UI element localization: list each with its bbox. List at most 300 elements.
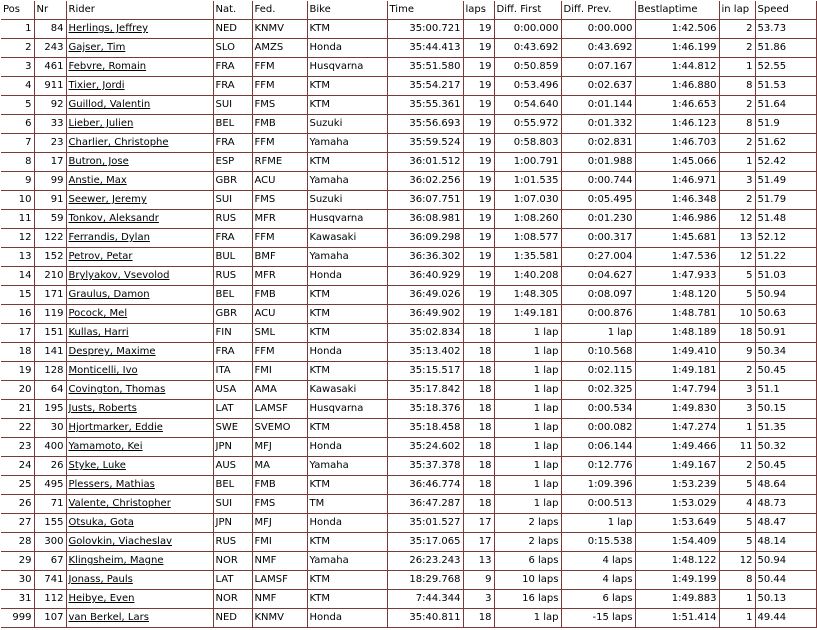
cell-laps: 19 [463,229,494,248]
cell-diff-prev: 0:00.534 [561,400,635,419]
header-in-lap[interactable]: in lap [719,1,755,20]
cell-diff-first: 1:49.181 [494,305,561,324]
cell-nat: FRA [213,229,252,248]
cell-in-lap: 5 [719,267,755,286]
cell-in-lap: 4 [719,495,755,514]
rider-link[interactable]: Desprey, Maxime [68,346,156,357]
cell-bike: Honda [307,267,387,286]
cell-speed: 51.22 [755,248,816,267]
table-row [1,495,816,514]
cell-in-lap: 11 [719,438,755,457]
cell-time: 35:51.580 [387,58,463,77]
cell-bike: Suzuki [307,115,387,134]
rider-link[interactable]: Guillod, Valentin [68,99,151,110]
cell-diff-prev: 1:09.396 [561,476,635,495]
cell-diff-first: 1 lap [494,476,561,495]
cell-pos: 17 [1,324,34,343]
cell-nat: SLO [213,39,252,58]
cell-diff-prev: 0:05.495 [561,191,635,210]
cell-speed: 48.14 [755,533,816,552]
cell-nr: 122 [34,229,66,248]
cell-fed: FMB [252,286,307,305]
cell-diff-first: 2 laps [494,533,561,552]
cell-time: 35:40.811 [387,609,463,628]
cell-nat: SWE [213,419,252,438]
cell-time: 35:13.402 [387,343,463,362]
cell-nat: BEL [213,476,252,495]
cell-speed: 51.1 [755,381,816,400]
header-laps[interactable]: laps [463,1,494,20]
rider-link[interactable]: Styke, Luke [68,460,126,471]
cell-rider [66,96,213,115]
cell-diff-prev: 4 laps [561,571,635,590]
rider-link[interactable]: Seewer, Jeremy [68,194,147,205]
cell-rider [66,39,213,58]
cell-rider [66,609,213,628]
cell-speed: 50.91 [755,324,816,343]
cell-nat: NOR [213,590,252,609]
rider-link[interactable]: Lieber, Julien [68,118,134,129]
cell-nr: 92 [34,96,66,115]
table-row [1,267,816,286]
cell-rider [66,533,213,552]
cell-fed: MFJ [252,438,307,457]
cell-fed: FMI [252,533,307,552]
cell-fed: FFM [252,229,307,248]
cell-pos: 7 [1,134,34,153]
rider-link[interactable]: Klingsheim, Magne [68,555,164,566]
cell-fed: MFR [252,267,307,286]
cell-pos: 3 [1,58,34,77]
table-row [1,96,816,115]
rider-link[interactable]: Monticelli, Ivo [68,365,138,376]
cell-fed: ACU [252,305,307,324]
cell-nat: JPN [213,438,252,457]
cell-speed: 51.86 [755,39,816,58]
cell-in-lap: 8 [719,115,755,134]
cell-diff-prev: 0:00.082 [561,419,635,438]
cell-bike: Kawasaki [307,229,387,248]
cell-nat: GBR [213,305,252,324]
rider-link[interactable]: Pocock, Mel [68,308,128,319]
header-nr[interactable]: Nr [34,1,66,20]
cell-speed: 50.45 [755,362,816,381]
cell-fed: AMZS [252,39,307,58]
cell-fed: SML [252,324,307,343]
cell-bestlaptime: 1:46.703 [635,134,719,153]
rider-link[interactable]: Plessers, Mathias [68,479,155,490]
table-row [1,533,816,552]
cell-pos: 9 [1,172,34,191]
rider-link[interactable]: Kullas, Harri [68,327,129,338]
cell-rider [66,514,213,533]
cell-diff-prev: 0:01.230 [561,210,635,229]
cell-speed: 50.13 [755,590,816,609]
cell-fed: ACU [252,172,307,191]
rider-link[interactable]: Tonkov, Aleksandr [68,213,159,224]
cell-bestlaptime: 1:48.120 [635,286,719,305]
cell-time: 26:23.243 [387,552,463,571]
table-row [1,153,816,172]
cell-nr: 911 [34,77,66,96]
cell-bike: Yamaha [307,552,387,571]
cell-bike: KTM [307,590,387,609]
cell-in-lap: 5 [719,476,755,495]
cell-fed: FFM [252,58,307,77]
cell-diff-prev: 0:02.637 [561,77,635,96]
header-time[interactable]: Time [387,1,463,20]
cell-time: 35:15.517 [387,362,463,381]
table-row [1,229,816,248]
cell-in-lap: 1 [719,590,755,609]
cell-bestlaptime: 1:53.649 [635,514,719,533]
cell-bike: KTM [307,286,387,305]
cell-speed: 51.9 [755,115,816,134]
cell-laps: 19 [463,210,494,229]
cell-nr: 152 [34,248,66,267]
cell-rider [66,571,213,590]
cell-diff-prev: 0:00.513 [561,495,635,514]
cell-speed: 50.34 [755,343,816,362]
cell-bike: KTM [307,419,387,438]
cell-nr: 112 [34,590,66,609]
cell-nr: 107 [34,609,66,628]
cell-nr: 17 [34,153,66,172]
header-bestlaptime[interactable]: Bestlaptime [635,1,719,20]
cell-fed: FFM [252,343,307,362]
cell-fed: FMB [252,115,307,134]
header-diff-first[interactable]: Diff. First [494,1,561,20]
rider-link[interactable]: Herlings, Jeffrey [68,23,149,34]
cell-nr: 128 [34,362,66,381]
cell-diff-prev: 0:10.568 [561,343,635,362]
cell-diff-first: 1 lap [494,381,561,400]
cell-diff-prev: 1 lap [561,324,635,343]
cell-laps: 3 [463,590,494,609]
rider-link[interactable]: Butron, Jose [68,156,129,167]
cell-diff-first: 1:40.208 [494,267,561,286]
cell-nr: 71 [34,495,66,514]
cell-speed: 52.42 [755,153,816,172]
rider-link[interactable]: Ferrandis, Dylan [68,232,150,243]
cell-diff-first: 1 lap [494,495,561,514]
cell-laps: 19 [463,153,494,172]
cell-rider [66,362,213,381]
results-table [1,1,817,628]
cell-pos: 6 [1,115,34,134]
cell-speed: 51.53 [755,77,816,96]
cell-rider [66,229,213,248]
cell-bestlaptime: 1:46.653 [635,96,719,115]
rider-link[interactable]: Valente, Christopher [68,498,171,509]
cell-fed: AMA [252,381,307,400]
cell-nr: 741 [34,571,66,590]
cell-fed: MFJ [252,514,307,533]
cell-fed: FMB [252,476,307,495]
cell-in-lap: 1 [719,58,755,77]
table-row [1,58,816,77]
cell-in-lap: 8 [719,77,755,96]
cell-rider [66,248,213,267]
cell-speed: 49.44 [755,609,816,628]
cell-diff-prev: 6 laps [561,590,635,609]
cell-bestlaptime: 1:49.883 [635,590,719,609]
cell-fed: FMS [252,96,307,115]
cell-bestlaptime: 1:45.066 [635,153,719,172]
cell-bestlaptime: 1:49.181 [635,362,719,381]
cell-pos: 29 [1,552,34,571]
cell-time: 36:46.774 [387,476,463,495]
cell-rider [66,343,213,362]
cell-fed: NMF [252,590,307,609]
rider-link[interactable]: Heibye, Even [68,593,135,604]
cell-rider [66,476,213,495]
table-row [1,457,816,476]
cell-rider [66,305,213,324]
cell-pos: 20 [1,381,34,400]
cell-pos: 23 [1,438,34,457]
cell-bestlaptime: 1:45.681 [635,229,719,248]
cell-nr: 84 [34,20,66,39]
cell-laps: 18 [463,457,494,476]
cell-pos: 31 [1,590,34,609]
cell-time: 35:55.361 [387,96,463,115]
cell-diff-prev: 0:43.692 [561,39,635,58]
cell-nat: RUS [213,210,252,229]
cell-laps: 18 [463,495,494,514]
cell-bike: KTM [307,476,387,495]
cell-rider [66,20,213,39]
cell-diff-prev: 0:02.831 [561,134,635,153]
cell-bike: Yamaha [307,457,387,476]
cell-time: 35:00.721 [387,20,463,39]
cell-laps: 18 [463,362,494,381]
cell-laps: 18 [463,438,494,457]
cell-diff-prev: -15 laps [561,609,635,628]
cell-bestlaptime: 1:53.239 [635,476,719,495]
cell-fed: RFME [252,153,307,172]
cell-diff-first: 1:08.577 [494,229,561,248]
cell-in-lap: 1 [719,609,755,628]
header-rider[interactable]: Rider [66,1,213,20]
cell-diff-first: 1:08.260 [494,210,561,229]
cell-diff-first: 2 laps [494,514,561,533]
cell-laps: 17 [463,514,494,533]
cell-laps: 18 [463,476,494,495]
cell-bike: KTM [307,362,387,381]
cell-bestlaptime: 1:46.348 [635,191,719,210]
cell-laps: 18 [463,381,494,400]
cell-nat: USA [213,381,252,400]
cell-bestlaptime: 1:47.794 [635,381,719,400]
cell-fed: KNMV [252,609,307,628]
header-bike[interactable]: Bike [307,1,387,20]
cell-laps: 19 [463,305,494,324]
cell-in-lap: 2 [719,134,755,153]
rider-link[interactable]: Golovkin, Viacheslav [68,536,172,547]
header-row [1,1,816,20]
cell-pos: 28 [1,533,34,552]
cell-nr: 495 [34,476,66,495]
cell-bestlaptime: 1:47.536 [635,248,719,267]
cell-speed: 48.73 [755,495,816,514]
cell-nr: 26 [34,457,66,476]
cell-pos: 18 [1,343,34,362]
cell-bestlaptime: 1:46.123 [635,115,719,134]
cell-bike: Yamaha [307,248,387,267]
cell-diff-first: 1:48.305 [494,286,561,305]
cell-pos: 15 [1,286,34,305]
cell-diff-first: 1 lap [494,438,561,457]
rider-link[interactable]: Yamamoto, Kei [68,441,143,452]
cell-diff-first: 16 laps [494,590,561,609]
cell-bike: Husqvarna [307,210,387,229]
cell-pos: 999 [1,609,34,628]
rider-link[interactable]: Covington, Thomas [68,384,166,395]
cell-speed: 50.15 [755,400,816,419]
table-row [1,20,816,39]
cell-bike: Honda [307,609,387,628]
cell-bestlaptime: 1:47.933 [635,267,719,286]
cell-diff-first: 1 lap [494,343,561,362]
cell-nat: FRA [213,77,252,96]
cell-in-lap: 10 [719,305,755,324]
cell-bike: KTM [307,20,387,39]
cell-bestlaptime: 1:46.880 [635,77,719,96]
cell-pos: 1 [1,20,34,39]
cell-diff-prev: 0:01.332 [561,115,635,134]
rider-link[interactable]: van Berkel, Lars [68,612,149,623]
cell-time: 35:24.602 [387,438,463,457]
cell-diff-prev: 0:02.325 [561,381,635,400]
cell-time: 7:44.344 [387,590,463,609]
cell-nr: 461 [34,58,66,77]
cell-nat: BUL [213,248,252,267]
cell-laps: 13 [463,552,494,571]
cell-diff-prev: 0:08.097 [561,286,635,305]
cell-bike: KTM [307,96,387,115]
cell-fed: NMF [252,552,307,571]
cell-fed: MFR [252,210,307,229]
cell-diff-prev: 0:01.988 [561,153,635,172]
cell-pos: 5 [1,96,34,115]
rider-link[interactable]: Graulus, Damon [68,289,150,300]
cell-diff-prev: 0:06.144 [561,438,635,457]
table-row [1,248,816,267]
cell-in-lap: 2 [719,96,755,115]
cell-diff-first: 1:00.791 [494,153,561,172]
header-speed[interactable]: Speed [755,1,816,20]
cell-rider [66,77,213,96]
cell-pos: 12 [1,229,34,248]
rider-link[interactable]: Charlier, Christophe [68,137,169,148]
cell-rider [66,172,213,191]
cell-rider [66,153,213,172]
rider-link[interactable]: Hjortmarker, Eddie [68,422,163,433]
rider-link[interactable]: Gajser, Tim [68,42,126,53]
cell-speed: 52.12 [755,229,816,248]
header-nat[interactable]: Nat. [213,1,252,20]
header-pos[interactable]: Pos [1,1,34,20]
cell-laps: 19 [463,172,494,191]
cell-speed: 50.44 [755,571,816,590]
cell-laps: 19 [463,58,494,77]
cell-fed: FMI [252,362,307,381]
rider-link[interactable]: Otsuka, Gota [68,517,134,528]
cell-bestlaptime: 1:49.167 [635,457,719,476]
table-row [1,343,816,362]
cell-pos: 16 [1,305,34,324]
cell-nr: 23 [34,134,66,153]
cell-nr: 243 [34,39,66,58]
cell-time: 35:17.842 [387,381,463,400]
cell-in-lap: 12 [719,552,755,571]
cell-bike: KTM [307,533,387,552]
cell-bestlaptime: 1:42.506 [635,20,719,39]
cell-rider [66,210,213,229]
cell-pos: 30 [1,571,34,590]
cell-laps: 19 [463,115,494,134]
cell-time: 35:54.217 [387,77,463,96]
table-row [1,362,816,381]
cell-time: 36:09.298 [387,229,463,248]
cell-speed: 51.64 [755,96,816,115]
cell-pos: 26 [1,495,34,514]
cell-laps: 19 [463,39,494,58]
cell-bike: Yamaha [307,172,387,191]
cell-diff-first: 0:55.972 [494,115,561,134]
table-row [1,115,816,134]
cell-in-lap: 2 [719,39,755,58]
cell-bike: Honda [307,39,387,58]
header-diff-prev[interactable]: Diff. Prev. [561,1,635,20]
table-row [1,514,816,533]
table-row [1,381,816,400]
cell-nr: 300 [34,533,66,552]
cell-time: 36:01.512 [387,153,463,172]
cell-bestlaptime: 1:51.414 [635,609,719,628]
cell-rider [66,134,213,153]
table-row [1,134,816,153]
cell-fed: LAMSF [252,400,307,419]
table-row [1,77,816,96]
cell-nr: 99 [34,172,66,191]
cell-laps: 18 [463,609,494,628]
cell-nat: SUI [213,191,252,210]
cell-fed: LAMSF [252,571,307,590]
rider-link[interactable]: Febvre, Romain [68,61,147,72]
cell-speed: 50.94 [755,552,816,571]
header-fed[interactable]: Fed. [252,1,307,20]
rider-link[interactable]: Jonass, Pauls [68,574,133,585]
rider-link[interactable]: Brylyakov, Vsevolod [68,270,170,281]
cell-fed: FFM [252,77,307,96]
cell-nat: NED [213,609,252,628]
cell-laps: 19 [463,267,494,286]
cell-bike: Husqvarna [307,400,387,419]
cell-diff-prev: 0:00.876 [561,305,635,324]
rider-link[interactable]: Petrov, Petar [68,251,133,262]
rider-link[interactable]: Anstie, Max [68,175,127,186]
cell-diff-prev: 0:01.144 [561,96,635,115]
rider-link[interactable]: Tixier, Jordi [68,80,125,91]
rider-link[interactable]: Justs, Roberts [68,403,137,414]
cell-diff-first: 1 lap [494,609,561,628]
cell-bike: KTM [307,571,387,590]
cell-diff-prev: 4 laps [561,552,635,571]
cell-in-lap: 1 [719,419,755,438]
cell-pos: 2 [1,39,34,58]
